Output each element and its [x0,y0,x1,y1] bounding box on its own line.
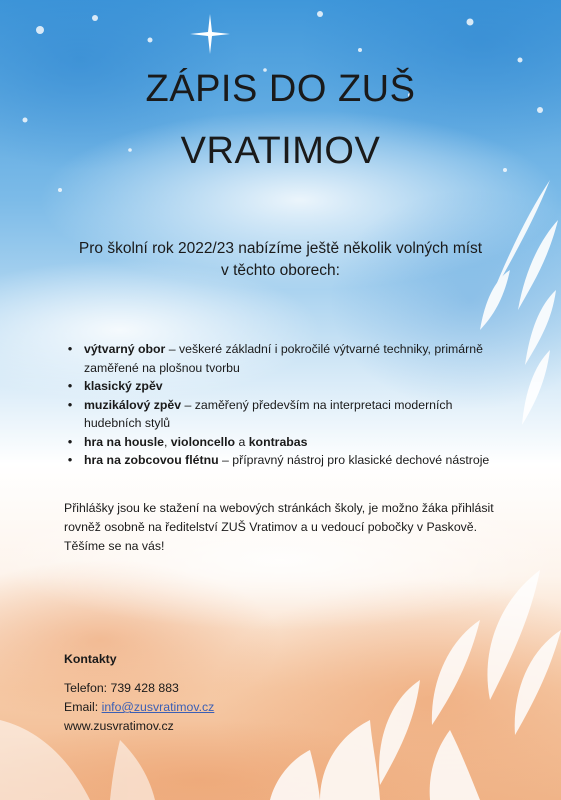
list-item [60,340,510,377]
intro-line: v těchto oborech: [221,262,340,279]
bullet-icon: • [67,433,73,449]
contact-phone [64,679,179,697]
page-title [0,58,561,182]
info-line: rovněž osobně na ředitelství ZUŠ Vratimov a u vedoucí pobočky v Paskově. [64,520,478,534]
intro-text [60,238,501,282]
field-name: hra na housle [84,434,164,449]
field-separator: , [163,434,171,449]
application-info [64,499,524,556]
field-name: hra na zobcovou flétnu [84,453,219,467]
contacts-heading: Kontakty [64,652,117,666]
field-name: kontrabas [248,434,308,449]
field-name: violoncello [170,434,236,449]
email-label: Email: [64,700,102,714]
field-name: klasický zpěv [84,379,163,393]
contact-web [64,717,174,735]
email-link[interactable]: info@zusvratimov.cz [101,700,215,714]
intro-line: Pro školní rok 2022/23 nabízíme ještě několik volných míst [78,240,483,257]
bullet-icon: • [67,341,73,356]
list-item [60,451,510,470]
list-item [60,377,510,396]
website-url[interactable]: www.zusvratimov.cz [64,719,174,733]
field-separator: a [235,434,249,449]
info-line: Přihlášky jsou ke stažení na webových stránkách školy, je možno žáka přihlásit [64,501,494,515]
field-description: – přípravný nástroj pro klasické dechové nástroje [218,453,490,467]
phone-number: 739 428 883 [110,681,179,695]
info-line: Těšíme se na vás! [64,539,165,553]
title-line: VRATIMOV [180,130,381,172]
field-list [60,340,510,470]
field-description: – veškeré základní i pokročilé výtvarné techniky, primárně zaměřené na plošnou tvorbu [84,342,483,375]
list-item [60,433,510,452]
bullet-icon: • [67,396,73,412]
list-item [60,396,510,433]
phone-label: Telefon: [64,681,111,695]
bullet-icon: • [67,378,73,393]
title-line: ZÁPIS DO ZUŠ [145,68,416,110]
field-name: výtvarný obor [84,342,166,356]
field-description: – zaměřený především na interpretaci moderních hudebních stylů [84,397,453,430]
contact-email [64,698,214,716]
bullet-icon: • [67,452,73,467]
field-name: muzikálový zpěv [84,397,182,412]
